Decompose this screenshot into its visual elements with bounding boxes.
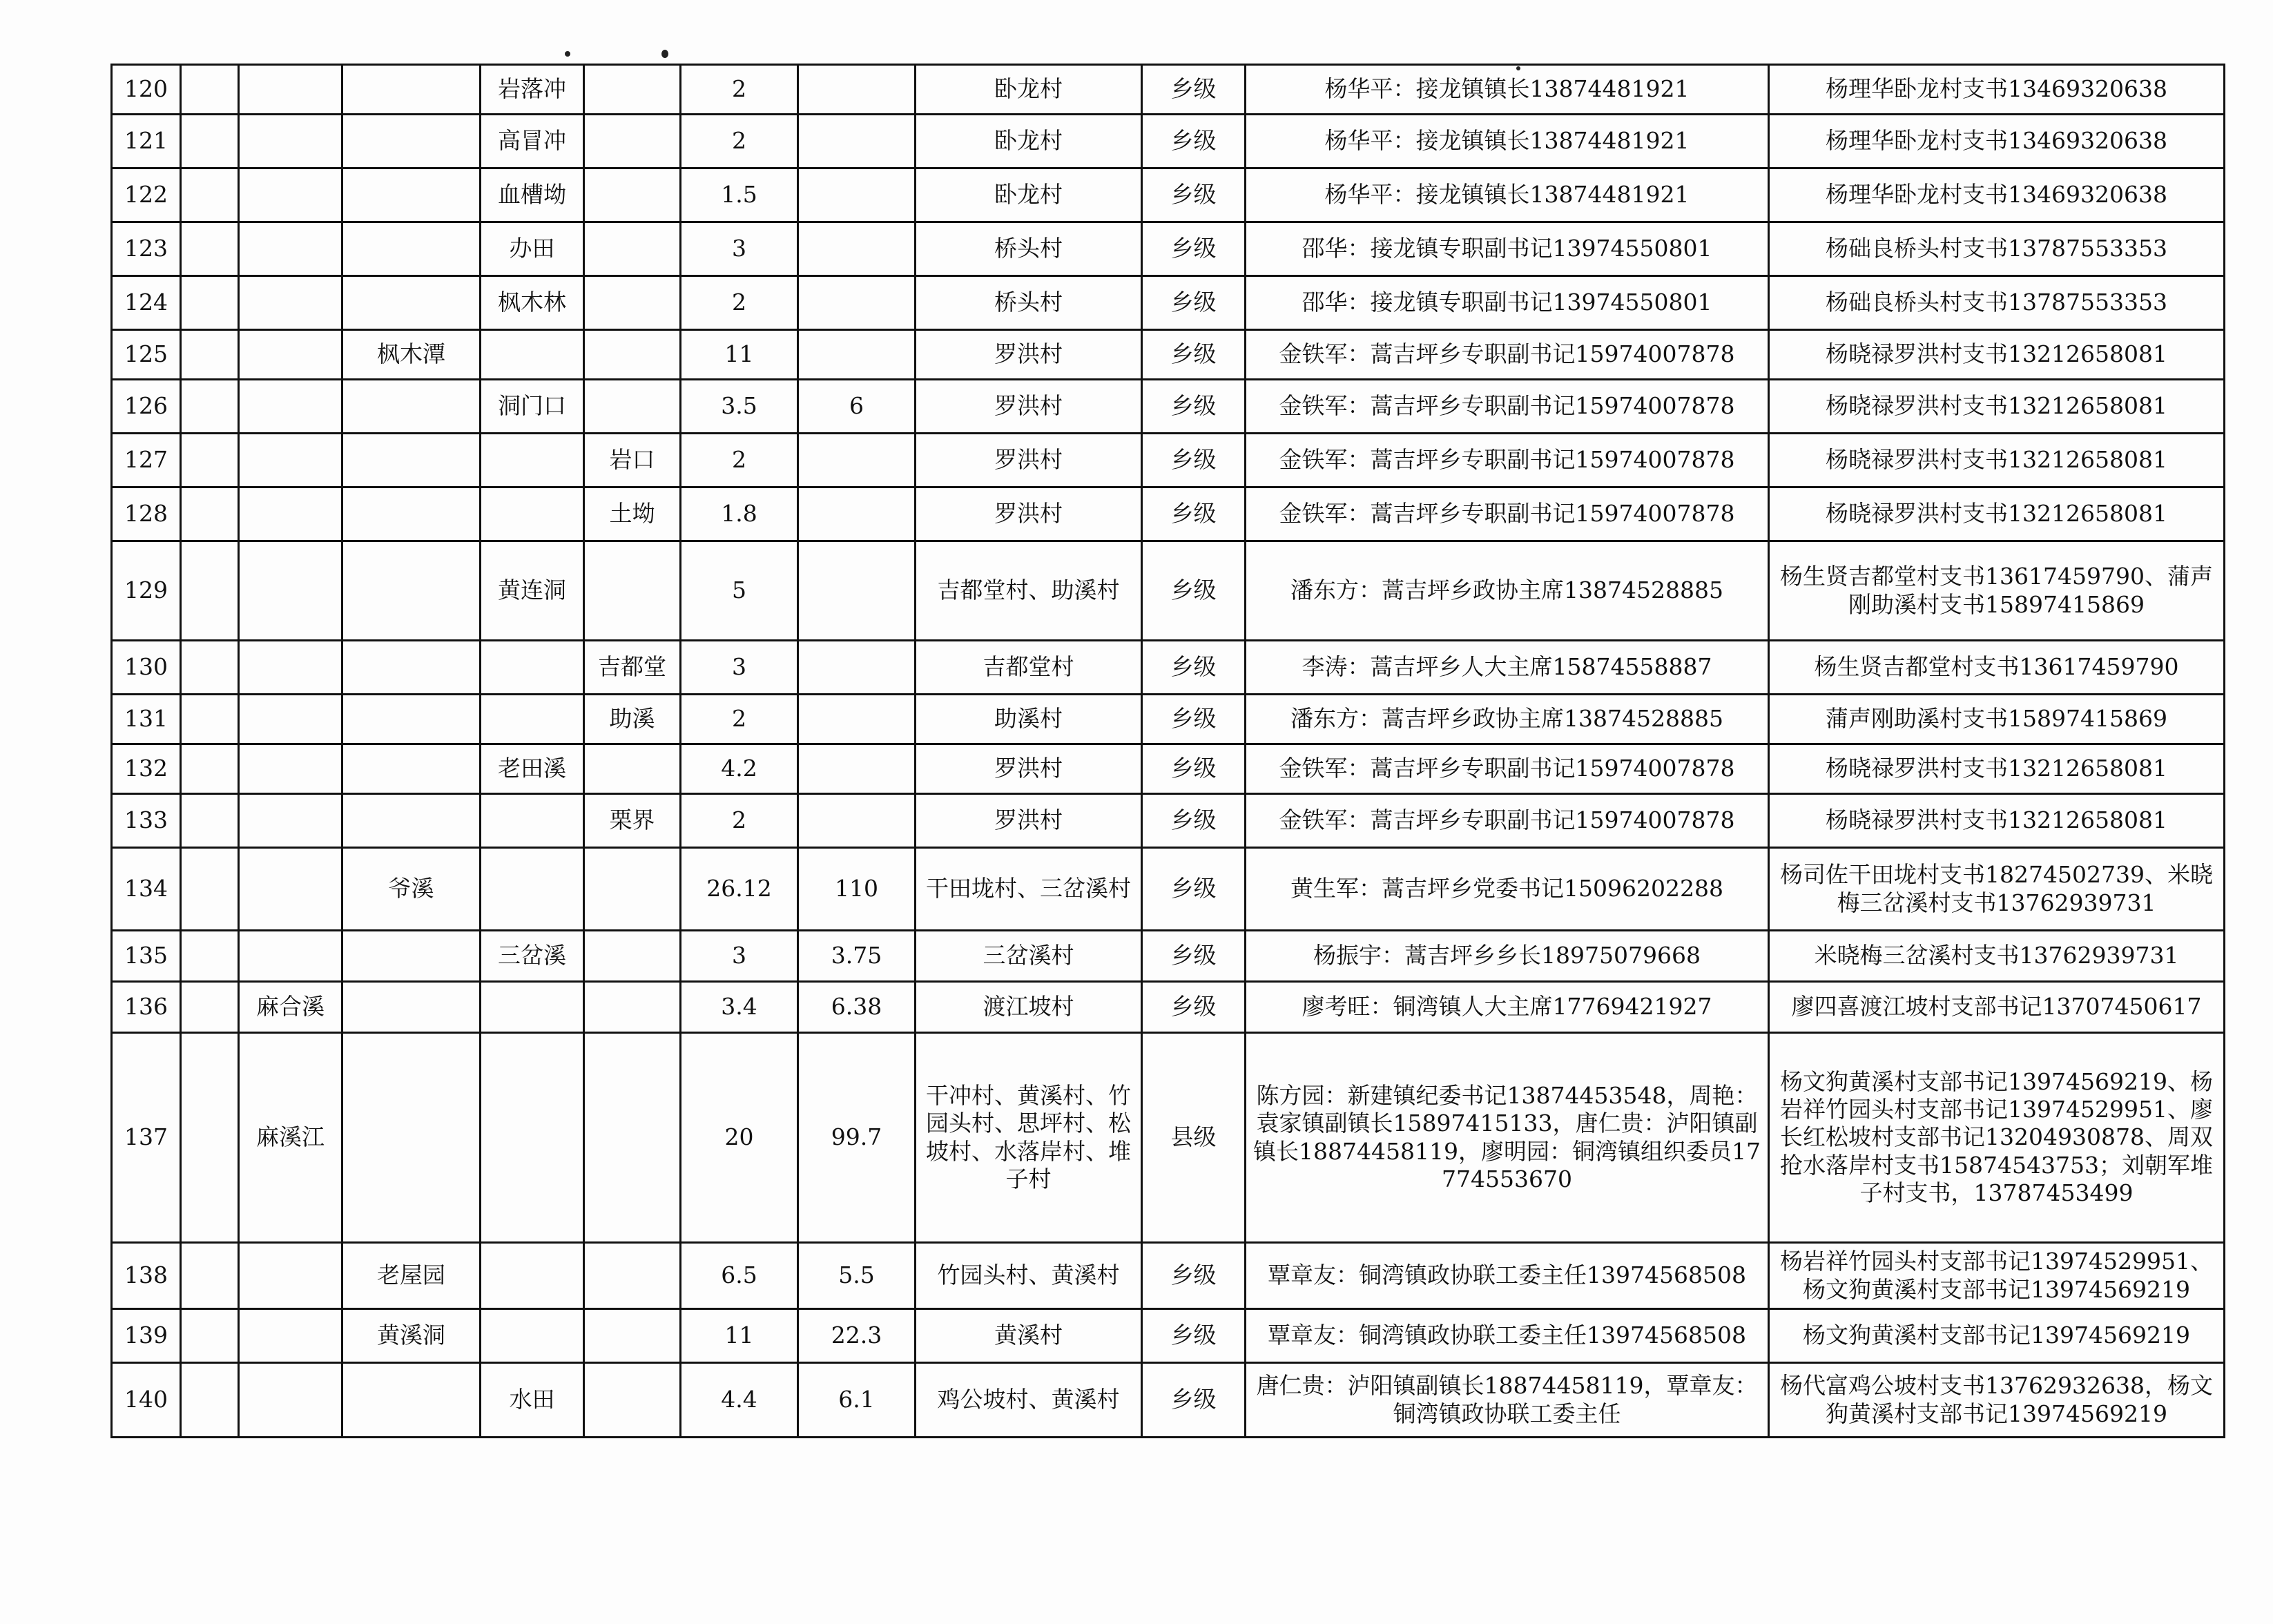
row-number-cell: 120 [112, 65, 181, 115]
villages-cell: 三岔溪村 [916, 931, 1142, 982]
table-row [112, 1033, 2225, 1243]
village-river-chief-cell: 杨文狗黄溪村支部书记13974569219、杨岩祥竹园头村支部书记13974529951、廖长红松坡村支部书记13204930878、周双抢水落岸村支书15874543753；刘朝军堆子村支书，13787453499 [1769, 1033, 2225, 1243]
river-level-2-cell [239, 848, 342, 931]
river-level-1-cell [181, 794, 239, 848]
river-level-4-cell [481, 487, 584, 541]
river-level-2-cell [239, 1243, 342, 1309]
villages-cell: 竹园头村、黄溪村 [916, 1243, 1142, 1309]
river-level-4-cell: 老田溪 [481, 744, 584, 794]
river-level-4-cell: 岩落冲 [481, 65, 584, 115]
village-river-chief-cell: 杨晓禄罗洪村支书13212658081 [1769, 794, 2225, 848]
river-level-5-cell [584, 744, 681, 794]
village-river-chief-cell: 杨理华卧龙村支书13469320638 [1769, 115, 2225, 168]
chief-level-cell: 乡级 [1142, 695, 1246, 744]
row-number-cell: 133 [112, 794, 181, 848]
river-level-3-cell: 爷溪 [342, 848, 481, 931]
villages-cell: 罗洪村 [916, 380, 1142, 434]
river-level-1-cell [181, 641, 239, 695]
table-row [112, 695, 2225, 744]
river-level-1-cell [181, 380, 239, 434]
basin-area-cell [798, 487, 916, 541]
river-level-4-cell: 水田 [481, 1363, 584, 1438]
river-chief-cell: 金铁军：蒿吉坪乡专职副书记15974007878 [1246, 744, 1769, 794]
row-number-cell: 130 [112, 641, 181, 695]
river-level-2-cell [239, 794, 342, 848]
basin-area-cell: 3.75 [798, 931, 916, 982]
table-row [112, 168, 2225, 222]
row-number-cell: 129 [112, 541, 181, 641]
chief-level-cell: 乡级 [1142, 744, 1246, 794]
river-level-4-cell: 洞门口 [481, 380, 584, 434]
row-number-cell: 125 [112, 330, 181, 380]
river-level-1-cell [181, 744, 239, 794]
chief-level-cell: 乡级 [1142, 848, 1246, 931]
river-level-2-cell [239, 115, 342, 168]
table-row [112, 276, 2225, 330]
river-level-1-cell [181, 276, 239, 330]
village-river-chief-cell: 杨文狗黄溪村支部书记13974569219 [1769, 1309, 2225, 1363]
river-level-5-cell [584, 1243, 681, 1309]
chief-level-cell: 乡级 [1142, 434, 1246, 487]
table-row [112, 931, 2225, 982]
river-level-5-cell [584, 222, 681, 276]
villages-cell: 黄溪村 [916, 1309, 1142, 1363]
row-number-cell: 122 [112, 168, 181, 222]
chief-level-cell: 乡级 [1142, 1243, 1246, 1309]
village-river-chief-cell: 蒲声刚助溪村支书15897415869 [1769, 695, 2225, 744]
villages-cell: 桥头村 [916, 222, 1142, 276]
river-level-3-cell [342, 931, 481, 982]
row-number-cell: 131 [112, 695, 181, 744]
river-length-cell: 1.8 [681, 487, 798, 541]
table-row [112, 380, 2225, 434]
row-number-cell: 140 [112, 1363, 181, 1438]
river-level-5-cell [584, 115, 681, 168]
basin-area-cell: 99.7 [798, 1033, 916, 1243]
river-length-cell: 2 [681, 276, 798, 330]
river-level-1-cell [181, 1243, 239, 1309]
village-river-chief-cell: 廖四喜渡江坡村支部书记13707450617 [1769, 982, 2225, 1033]
river-level-5-cell [584, 848, 681, 931]
chief-level-cell: 乡级 [1142, 222, 1246, 276]
basin-area-cell [798, 434, 916, 487]
river-length-cell: 3.5 [681, 380, 798, 434]
river-level-3-cell [342, 541, 481, 641]
chief-level-cell: 乡级 [1142, 330, 1246, 380]
table-body [112, 65, 2225, 1438]
chief-level-cell: 乡级 [1142, 65, 1246, 115]
table-row [112, 65, 2225, 115]
row-number-cell: 127 [112, 434, 181, 487]
table-row [112, 1363, 2225, 1438]
basin-area-cell [798, 276, 916, 330]
river-level-2-cell [239, 1363, 342, 1438]
river-length-cell: 3 [681, 222, 798, 276]
row-number-cell: 139 [112, 1309, 181, 1363]
river-length-cell: 3 [681, 641, 798, 695]
river-level-5-cell [584, 65, 681, 115]
river-level-1-cell [181, 1033, 239, 1243]
river-level-5-cell [584, 1033, 681, 1243]
river-level-5-cell: 岩口 [584, 434, 681, 487]
basin-area-cell [798, 115, 916, 168]
river-chief-cell: 金铁军：蒿吉坪乡专职副书记15974007878 [1246, 487, 1769, 541]
river-length-cell: 3.4 [681, 982, 798, 1033]
village-river-chief-cell: 杨理华卧龙村支书13469320638 [1769, 168, 2225, 222]
river-level-3-cell: 枫木潭 [342, 330, 481, 380]
chief-level-cell: 县级 [1142, 1033, 1246, 1243]
village-river-chief-cell: 杨司佐干田垅村支书18274502739、米晓梅三岔溪村支书13762939731 [1769, 848, 2225, 931]
row-number-cell: 121 [112, 115, 181, 168]
villages-cell: 罗洪村 [916, 794, 1142, 848]
river-level-4-cell [481, 982, 584, 1033]
river-length-cell: 2 [681, 115, 798, 168]
river-level-4-cell: 枫木林 [481, 276, 584, 330]
river-level-3-cell [342, 744, 481, 794]
villages-cell: 干冲村、黄溪村、竹园头村、思坪村、松坡村、水落岸村、堆子村 [916, 1033, 1142, 1243]
river-length-cell: 6.5 [681, 1243, 798, 1309]
villages-cell: 助溪村 [916, 695, 1142, 744]
river-chief-cell: 陈方园：新建镇纪委书记13874453548，周艳：袁家镇副镇长15897415133，唐仁贵：泸阳镇副镇长18874458119，廖明园：铜湾镇组织委员17774553670 [1246, 1033, 1769, 1243]
river-level-4-cell [481, 794, 584, 848]
river-length-cell: 20 [681, 1033, 798, 1243]
river-level-2-cell [239, 434, 342, 487]
river-chief-table [110, 64, 2225, 1438]
river-level-3-cell [342, 794, 481, 848]
row-number-cell: 135 [112, 931, 181, 982]
table-row [112, 222, 2225, 276]
river-level-3-cell [342, 1363, 481, 1438]
villages-cell: 卧龙村 [916, 115, 1142, 168]
river-level-2-cell [239, 541, 342, 641]
chief-level-cell: 乡级 [1142, 168, 1246, 222]
river-level-5-cell [584, 380, 681, 434]
table-row [112, 982, 2225, 1033]
river-level-1-cell [181, 541, 239, 641]
table-row [112, 744, 2225, 794]
river-level-2-cell [239, 744, 342, 794]
river-level-4-cell [481, 695, 584, 744]
river-level-3-cell [342, 65, 481, 115]
river-level-3-cell: 老屋园 [342, 1243, 481, 1309]
river-level-2-cell [239, 487, 342, 541]
river-chief-cell: 金铁军：蒿吉坪乡专职副书记15974007878 [1246, 380, 1769, 434]
river-level-5-cell [584, 982, 681, 1033]
river-level-2-cell [239, 695, 342, 744]
village-river-chief-cell: 杨晓禄罗洪村支书13212658081 [1769, 487, 2225, 541]
village-river-chief-cell: 杨生贤吉都堂村支书13617459790 [1769, 641, 2225, 695]
village-river-chief-cell: 杨础良桥头村支书13787553353 [1769, 222, 2225, 276]
basin-area-cell: 110 [798, 848, 916, 931]
river-level-1-cell [181, 115, 239, 168]
river-level-1-cell [181, 487, 239, 541]
river-chief-cell: 潘东方：蒿吉坪乡政协主席13874528885 [1246, 541, 1769, 641]
village-river-chief-cell: 杨础良桥头村支书13787553353 [1769, 276, 2225, 330]
river-level-5-cell [584, 541, 681, 641]
river-length-cell: 5 [681, 541, 798, 641]
river-level-3-cell [342, 115, 481, 168]
river-length-cell: 11 [681, 330, 798, 380]
river-chief-cell: 李涛：蒿吉坪乡人大主席15874558887 [1246, 641, 1769, 695]
basin-area-cell: 22.3 [798, 1309, 916, 1363]
river-level-4-cell: 血槽坳 [481, 168, 584, 222]
village-river-chief-cell: 杨理华卧龙村支书13469320638 [1769, 65, 2225, 115]
row-number-cell: 138 [112, 1243, 181, 1309]
river-length-cell: 26.12 [681, 848, 798, 931]
chief-level-cell: 乡级 [1142, 1309, 1246, 1363]
row-number-cell: 137 [112, 1033, 181, 1243]
river-level-1-cell [181, 65, 239, 115]
table-row [112, 848, 2225, 931]
villages-cell: 卧龙村 [916, 168, 1142, 222]
villages-cell: 桥头村 [916, 276, 1142, 330]
table-row [112, 115, 2225, 168]
river-level-5-cell: 栗界 [584, 794, 681, 848]
chief-level-cell: 乡级 [1142, 794, 1246, 848]
river-chief-cell: 覃章友：铜湾镇政协联工委主任13974568508 [1246, 1309, 1769, 1363]
village-river-chief-cell: 杨代富鸡公坡村支书13762932638，杨文狗黄溪村支部书记13974569219 [1769, 1363, 2225, 1438]
basin-area-cell [798, 794, 916, 848]
villages-cell: 吉都堂村 [916, 641, 1142, 695]
river-chief-cell: 邵华：接龙镇专职副书记13974550801 [1246, 276, 1769, 330]
river-level-3-cell [342, 222, 481, 276]
villages-cell: 卧龙村 [916, 65, 1142, 115]
river-level-3-cell [342, 380, 481, 434]
river-level-2-cell [239, 222, 342, 276]
river-chief-cell: 廖考旺：铜湾镇人大主席17769421927 [1246, 982, 1769, 1033]
river-chief-cell: 杨华平：接龙镇镇长13874481921 [1246, 168, 1769, 222]
village-river-chief-cell: 杨晓禄罗洪村支书13212658081 [1769, 330, 2225, 380]
villages-cell: 罗洪村 [916, 744, 1142, 794]
table-row [112, 1309, 2225, 1363]
river-level-2-cell [239, 65, 342, 115]
scan-speck [565, 51, 570, 57]
chief-level-cell: 乡级 [1142, 487, 1246, 541]
table-row [112, 330, 2225, 380]
chief-level-cell: 乡级 [1142, 115, 1246, 168]
river-chief-cell: 黄生军：蒿吉坪乡党委书记15096202288 [1246, 848, 1769, 931]
river-level-4-cell [481, 641, 584, 695]
river-level-4-cell [481, 848, 584, 931]
river-level-5-cell [584, 330, 681, 380]
river-level-1-cell [181, 434, 239, 487]
river-length-cell: 3 [681, 931, 798, 982]
river-level-2-cell [239, 330, 342, 380]
river-level-1-cell [181, 695, 239, 744]
river-length-cell: 2 [681, 695, 798, 744]
river-chief-cell: 潘东方：蒿吉坪乡政协主席13874528885 [1246, 695, 1769, 744]
river-level-1-cell [181, 848, 239, 931]
basin-area-cell [798, 330, 916, 380]
river-level-3-cell [342, 487, 481, 541]
row-number-cell: 124 [112, 276, 181, 330]
row-number-cell: 123 [112, 222, 181, 276]
river-level-2-cell: 麻溪江 [239, 1033, 342, 1243]
river-level-5-cell [584, 168, 681, 222]
river-level-1-cell [181, 330, 239, 380]
villages-cell: 吉都堂村、助溪村 [916, 541, 1142, 641]
river-length-cell: 4.2 [681, 744, 798, 794]
river-level-5-cell: 助溪 [584, 695, 681, 744]
row-number-cell: 132 [112, 744, 181, 794]
river-chief-cell: 金铁军：蒿吉坪乡专职副书记15974007878 [1246, 434, 1769, 487]
river-level-4-cell: 三岔溪 [481, 931, 584, 982]
river-level-1-cell [181, 982, 239, 1033]
chief-level-cell: 乡级 [1142, 641, 1246, 695]
river-level-3-cell [342, 1033, 481, 1243]
village-river-chief-cell: 杨晓禄罗洪村支书13212658081 [1769, 380, 2225, 434]
river-level-1-cell [181, 222, 239, 276]
table-row [112, 641, 2225, 695]
river-chief-cell: 金铁军：蒿吉坪乡专职副书记15974007878 [1246, 330, 1769, 380]
river-level-1-cell [181, 1363, 239, 1438]
basin-area-cell [798, 65, 916, 115]
chief-level-cell: 乡级 [1142, 982, 1246, 1033]
river-level-4-cell [481, 1309, 584, 1363]
row-number-cell: 126 [112, 380, 181, 434]
river-chief-cell: 覃章友：铜湾镇政协联工委主任13974568508 [1246, 1243, 1769, 1309]
river-level-5-cell [584, 1309, 681, 1363]
river-length-cell: 2 [681, 794, 798, 848]
river-level-2-cell [239, 641, 342, 695]
villages-cell: 罗洪村 [916, 487, 1142, 541]
basin-area-cell: 5.5 [798, 1243, 916, 1309]
river-level-4-cell: 高冒冲 [481, 115, 584, 168]
river-level-1-cell [181, 1309, 239, 1363]
river-level-3-cell [342, 168, 481, 222]
river-level-4-cell [481, 1033, 584, 1243]
river-level-5-cell [584, 276, 681, 330]
river-level-5-cell: 吉都堂 [584, 641, 681, 695]
village-river-chief-cell: 杨晓禄罗洪村支书13212658081 [1769, 744, 2225, 794]
villages-cell: 渡江坡村 [916, 982, 1142, 1033]
chief-level-cell: 乡级 [1142, 541, 1246, 641]
villages-cell: 干田垅村、三岔溪村 [916, 848, 1142, 931]
table-row [112, 434, 2225, 487]
row-number-cell: 128 [112, 487, 181, 541]
table-row [112, 541, 2225, 641]
river-chief-cell: 杨振宇：蒿吉坪乡乡长18975079668 [1246, 931, 1769, 982]
village-river-chief-cell: 杨晓禄罗洪村支书13212658081 [1769, 434, 2225, 487]
river-level-2-cell [239, 1309, 342, 1363]
basin-area-cell [798, 641, 916, 695]
river-level-3-cell [342, 982, 481, 1033]
table-row [112, 1243, 2225, 1309]
river-level-4-cell: 黄连洞 [481, 541, 584, 641]
basin-area-cell [798, 222, 916, 276]
chief-level-cell: 乡级 [1142, 276, 1246, 330]
river-level-2-cell [239, 931, 342, 982]
villages-cell: 鸡公坡村、黄溪村 [916, 1363, 1142, 1438]
village-river-chief-cell: 米晓梅三岔溪村支书13762939731 [1769, 931, 2225, 982]
villages-cell: 罗洪村 [916, 330, 1142, 380]
chief-level-cell: 乡级 [1142, 1363, 1246, 1438]
basin-area-cell: 6 [798, 380, 916, 434]
scan-speck [661, 50, 668, 58]
river-level-2-cell: 麻合溪 [239, 982, 342, 1033]
basin-area-cell: 6.1 [798, 1363, 916, 1438]
village-river-chief-cell: 杨岩祥竹园头村支部书记13974529951、杨文狗黄溪村支部书记13974569219 [1769, 1243, 2225, 1309]
row-number-cell: 134 [112, 848, 181, 931]
basin-area-cell [798, 168, 916, 222]
river-level-3-cell: 黄溪洞 [342, 1309, 481, 1363]
river-level-2-cell [239, 276, 342, 330]
river-level-3-cell [342, 641, 481, 695]
basin-area-cell [798, 695, 916, 744]
table-row [112, 487, 2225, 541]
basin-area-cell: 6.38 [798, 982, 916, 1033]
river-level-3-cell [342, 695, 481, 744]
river-length-cell: 1.5 [681, 168, 798, 222]
table-row [112, 794, 2225, 848]
river-level-5-cell [584, 931, 681, 982]
river-chief-cell: 邵华：接龙镇专职副书记13974550801 [1246, 222, 1769, 276]
villages-cell: 罗洪村 [916, 434, 1142, 487]
river-level-1-cell [181, 931, 239, 982]
row-number-cell: 136 [112, 982, 181, 1033]
chief-level-cell: 乡级 [1142, 931, 1246, 982]
chief-level-cell: 乡级 [1142, 380, 1246, 434]
river-chief-cell: 杨华平：接龙镇镇长13874481921 [1246, 65, 1769, 115]
basin-area-cell [798, 541, 916, 641]
river-length-cell: 2 [681, 434, 798, 487]
river-level-3-cell [342, 276, 481, 330]
river-level-5-cell [584, 1363, 681, 1438]
river-length-cell: 11 [681, 1309, 798, 1363]
river-chief-cell: 唐仁贵：泸阳镇副镇长18874458119，覃章友：铜湾镇政协联工委主任 [1246, 1363, 1769, 1438]
river-level-2-cell [239, 380, 342, 434]
river-length-cell: 4.4 [681, 1363, 798, 1438]
river-level-4-cell [481, 330, 584, 380]
river-length-cell: 2 [681, 65, 798, 115]
river-level-5-cell: 土坳 [584, 487, 681, 541]
river-chief-cell: 杨华平：接龙镇镇长13874481921 [1246, 115, 1769, 168]
river-level-2-cell [239, 168, 342, 222]
village-river-chief-cell: 杨生贤吉都堂村支书13617459790、蒲声刚助溪村支书15897415869 [1769, 541, 2225, 641]
river-level-3-cell [342, 434, 481, 487]
river-level-4-cell [481, 434, 584, 487]
river-level-4-cell [481, 1243, 584, 1309]
river-chief-cell: 金铁军：蒿吉坪乡专职副书记15974007878 [1246, 794, 1769, 848]
river-level-4-cell: 办田 [481, 222, 584, 276]
basin-area-cell [798, 744, 916, 794]
river-level-1-cell [181, 168, 239, 222]
